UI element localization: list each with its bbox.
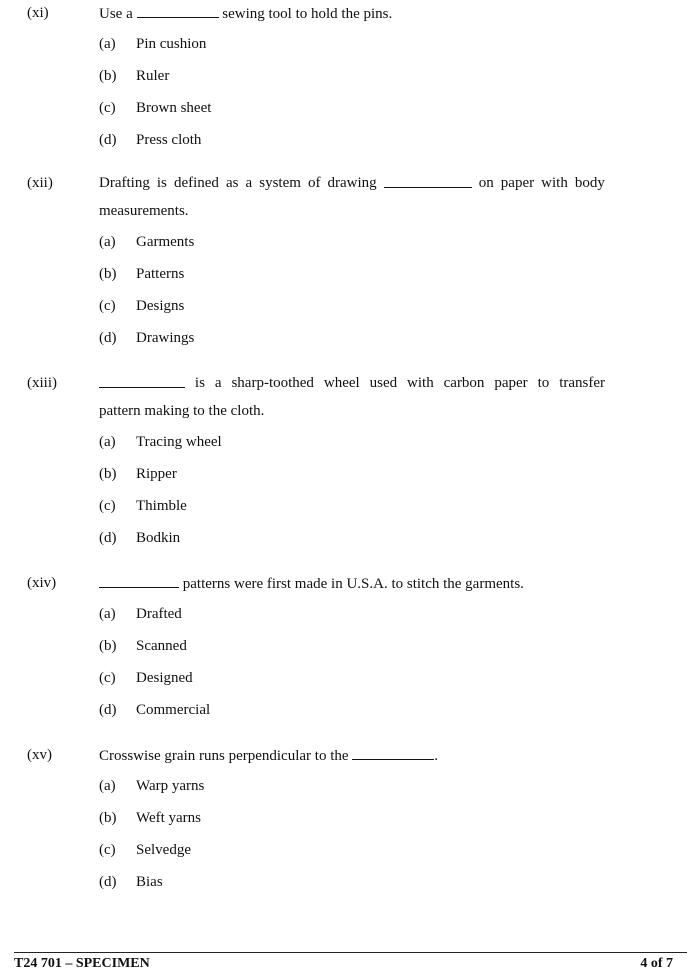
stem-word: Drafting (99, 175, 150, 191)
option-text: Commercial (136, 702, 211, 718)
stem-text: patterns were first made in U.S.A. to stitch the garments. (182, 576, 524, 592)
option-label: (a) (99, 606, 116, 622)
option-label: (a) (99, 36, 116, 52)
question-number: (xii) (27, 175, 53, 191)
option-d (99, 700, 599, 720)
option-text: Bodkin (136, 530, 181, 546)
option-b (99, 264, 599, 284)
option-a (99, 34, 599, 54)
option-text: Drawings (136, 330, 195, 346)
stem-word: sharp-toothed (231, 375, 314, 391)
option-d (99, 130, 599, 150)
option-text: Scanned (136, 638, 187, 654)
question-number: (xiv) (27, 575, 57, 591)
question-number: (xiii) (27, 375, 57, 391)
option-b (99, 636, 599, 656)
stem-word: with (407, 375, 434, 391)
option-c (99, 668, 599, 688)
option-text: Bias (136, 874, 163, 890)
option-label: (a) (99, 778, 116, 794)
option-label: (b) (99, 466, 117, 482)
option-label: (d) (99, 132, 117, 148)
option-label: (a) (99, 234, 116, 250)
option-label: (b) (99, 810, 117, 826)
option-label: (c) (99, 100, 116, 116)
option-text: Ruler (136, 68, 170, 84)
option-c (99, 840, 599, 860)
option-c (99, 296, 599, 316)
option-d (99, 328, 599, 348)
stem-text: measurements. (99, 203, 189, 219)
option-label: (d) (99, 530, 117, 546)
stem-word: is (156, 175, 167, 191)
option-text: Weft yarns (136, 810, 202, 826)
option-d (99, 528, 599, 548)
option-text: Designed (136, 670, 193, 686)
option-label: (d) (99, 874, 117, 890)
option-a (99, 432, 599, 452)
stem-text: pattern making to the cloth. (99, 403, 265, 419)
option-label: (c) (99, 842, 116, 858)
option-label: (b) (99, 266, 117, 282)
option-label: (d) (99, 702, 117, 718)
answer-blank (99, 373, 185, 388)
stem-word: transfer (559, 375, 605, 391)
answer-blank (99, 573, 179, 588)
option-text: Tracing wheel (136, 434, 222, 450)
stem-text: Crosswise grain runs perpendicular to the (99, 748, 349, 764)
option-c (99, 496, 599, 516)
option-label: (c) (99, 670, 116, 686)
option-text: Warp yarns (136, 778, 205, 794)
stem-word: body (574, 175, 605, 191)
option-b (99, 464, 599, 484)
stem-word: with (541, 175, 568, 191)
option-label: (b) (99, 638, 117, 654)
option-label: (a) (99, 434, 116, 450)
footer-paper-code: T24 701 – SPECIMEN (14, 956, 150, 971)
stem-word: is (194, 375, 205, 391)
option-a (99, 776, 599, 796)
question-number: (xi) (27, 5, 49, 21)
stem-word: paper (494, 375, 528, 391)
stem-word: a (245, 175, 253, 191)
option-text: Pin cushion (136, 36, 207, 52)
stem-text: Use a (99, 6, 133, 22)
option-b (99, 66, 599, 86)
stem-word: system (259, 175, 301, 191)
stem-word: on (478, 175, 494, 191)
stem-word: wheel (323, 375, 360, 391)
option-b (99, 808, 599, 828)
answer-blank (352, 745, 434, 760)
option-text: Ripper (136, 466, 177, 482)
option-label: (c) (99, 498, 116, 514)
option-label: (b) (99, 68, 117, 84)
stem-text: . (434, 748, 439, 764)
option-text: Drafted (136, 606, 182, 622)
option-text: Thimble (136, 498, 187, 514)
question-number: (xv) (27, 747, 52, 763)
stem-word: used (369, 375, 398, 391)
stem-word: paper (500, 175, 535, 191)
answer-blank (137, 3, 219, 18)
option-c (99, 98, 599, 118)
option-text: Brown sheet (136, 100, 212, 116)
option-text: Garments (136, 234, 195, 250)
option-d (99, 872, 599, 892)
stem-word: carbon (443, 375, 485, 391)
option-text: Press cloth (136, 132, 202, 148)
footer-page-number: 4 of 7 (640, 956, 673, 971)
stem-word: to (537, 375, 550, 391)
stem-word: a (214, 375, 222, 391)
stem-word: defined (173, 175, 219, 191)
option-label: (c) (99, 298, 116, 314)
option-a (99, 232, 599, 252)
stem-word: drawing (327, 175, 377, 191)
stem-text: sewing tool to hold the pins. (222, 6, 393, 22)
option-text: Designs (136, 298, 185, 314)
stem-word: of (307, 175, 321, 191)
stem-word: as (225, 175, 239, 191)
answer-blank (384, 173, 472, 188)
option-label: (d) (99, 330, 117, 346)
option-a (99, 604, 599, 624)
footer-divider (14, 952, 687, 953)
option-text: Patterns (136, 266, 185, 282)
option-text: Selvedge (136, 842, 191, 858)
